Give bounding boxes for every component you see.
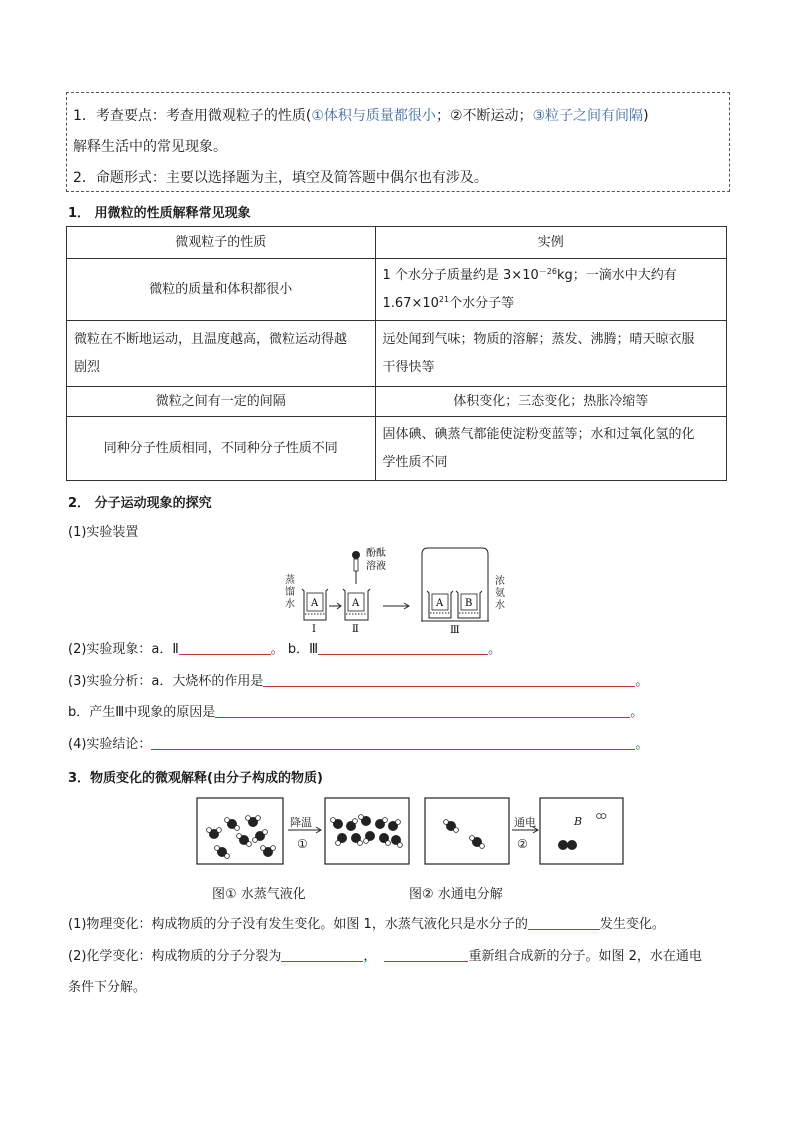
table-cell-property: 同种分子性质相同，不同种分子性质不同 [67,417,376,481]
svg-text:氨: 氨 [495,588,505,599]
section3-title: 3．物质变化的微观解释(由分子构成的物质) [68,771,323,786]
distilled-water-label: 蒸 [285,575,295,586]
chemical-change-line: (2)化学变化：构成物质的分子分裂为 ， 重新组合成新的分子。如图 2，水在通电 [68,949,702,964]
key-points-line1: 1．考查要点：考查用微观粒子的性质(①体积与质量都很小；②不断运动；③粒子之间有间隔) [73,108,649,124]
table-cell-example: 固体碘、碘蒸气都能使淀粉变蓝等；水和过氧化氢的化 学性质不同 [375,417,727,481]
molecule-diagrams [196,794,626,868]
diagram-box-2 [325,798,409,864]
table-header-row [67,227,727,259]
table-header-example: 实例 [375,227,727,259]
key-points-line2: 解释生活中的常见现象。 [73,139,227,155]
beaker-i [302,589,328,635]
label-ii: Ⅱ [352,624,359,635]
table-row [67,321,727,387]
blank-physical[interactable] [528,915,600,930]
blank-phenomenon-a[interactable] [179,640,271,655]
key-points-line3: 2．命题形式：主要以选择题为主，填空及简答题中偶尔也有涉及。 [73,170,488,186]
chemical-change-line2: 条件下分解。 [68,980,147,995]
beaker-iii [421,548,489,636]
physical-change-line: (1)物理变化：构成物质的分子没有发生变化。如图 1，水蒸气液化只是水分子的 发生变化。 [68,917,665,932]
table-row [67,387,727,417]
label-iii: Ⅲ [450,625,460,636]
label-i: Ⅰ [312,624,316,635]
table-cell-example: 远处闻到气味；物质的溶解；蒸发、沸腾；晴天晾衣服 干得快等 [375,321,727,387]
conclusion-line: (4)实验结论： 。 [68,737,649,752]
svg-text:水: 水 [495,600,505,611]
key-points-box [66,92,730,192]
table-cell-example: 体积变化；三态变化；热胀冷缩等 [375,387,727,417]
diagram-box-3 [425,798,509,864]
phenomenon-line: (2)实验现象：a．Ⅱ 。 b．Ⅲ 。 [68,642,502,657]
svg-text:馏: 馏 [285,587,295,598]
svg-text:溶液: 溶液 [366,561,386,572]
analysis-b-line: b．产生Ⅲ中现象的原因是 。 [68,705,644,720]
beaker-ii [343,589,370,635]
ammonia-label: 浓 [495,576,505,587]
arrow1-number: ① [297,837,308,851]
table-cell-property: 微粒的质量和体积都很小 [67,259,376,321]
b-label: B [574,815,583,828]
caption-figure-2: 图② 水通电分解 [409,887,503,902]
properties-table [66,226,727,481]
arrow2-number: ② [517,837,528,851]
blank-phenomenon-b[interactable] [318,640,488,655]
svg-text:A: A [352,598,360,609]
dropper [352,546,386,584]
apparatus-label: (1)实验装置 [68,525,139,540]
svg-text:水: 水 [285,599,295,610]
caption-figure-1: 图① 水蒸气液化 [212,887,306,902]
analysis-a-line: (3)实验分析：a．大烧杯的作用是 。 [68,674,649,689]
arrow1-label: 降温 [290,816,312,829]
section1-title: 1． 用微粒的性质解释常见现象 [68,206,251,221]
table-cell-property: 微粒在不断地运动，且温度越高，微粒运动得越 剧烈 [67,321,376,387]
blank-chemical-1[interactable] [281,947,363,962]
blank-chemical-2[interactable] [384,947,468,962]
apparatus-diagram [280,544,520,636]
blank-conclusion[interactable] [151,735,635,750]
svg-text:A: A [436,598,444,609]
table-header-property: 微观粒子的性质 [67,227,376,259]
beaker-a-label: A [311,598,319,609]
arrow2-label: 通电 [514,816,536,829]
beaker-b-label: B [465,598,473,609]
section2-title: 2． 分子运动现象的探究 [68,496,212,511]
diagram-box-4 [540,798,623,864]
phenolphthalein-label: 酚酞 [366,548,386,559]
blank-analysis-a[interactable] [263,672,635,687]
blank-analysis-b[interactable] [215,703,630,718]
table-row [67,417,727,481]
table-cell-property: 微粒之间有一定的间隔 [67,387,376,417]
table-cell-example: 1 个水分子质量约是 $3\times 10^{-26}kg$；一滴水中大约有 $1.67\times 10^{21}$个水分子等 [375,259,727,321]
table-row [67,259,727,321]
